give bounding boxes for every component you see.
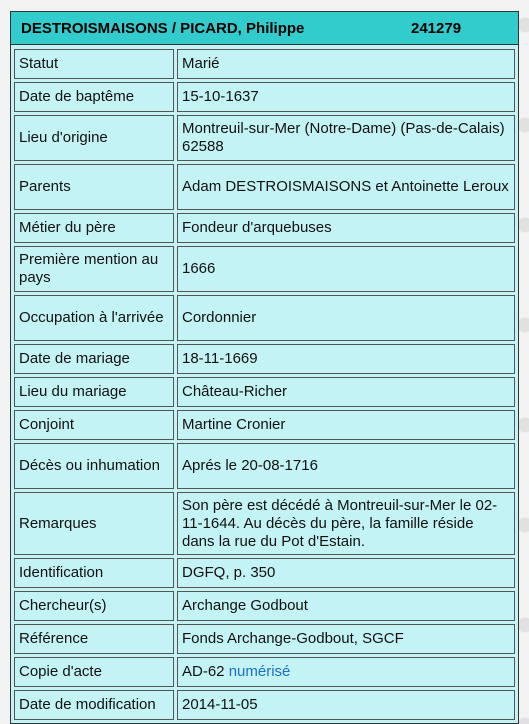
row-value: Fonds Archange-Godbout, SGCF bbox=[177, 624, 515, 654]
row-label: Lieu du mariage bbox=[14, 377, 174, 407]
record-card bbox=[10, 11, 519, 724]
row-value: Château-Richer bbox=[177, 377, 515, 407]
row-identification bbox=[14, 558, 515, 588]
record-header bbox=[11, 12, 518, 45]
row-conjoint bbox=[14, 410, 515, 440]
row-lieu-origine bbox=[14, 115, 515, 161]
row-label: Chercheur(s) bbox=[14, 591, 174, 621]
row-label: Occupation à l'arrivée bbox=[14, 295, 174, 341]
row-value: 1666 bbox=[177, 246, 515, 292]
row-value: Cordonnier bbox=[177, 295, 515, 341]
row-date-mariage bbox=[14, 344, 515, 374]
row-chercheurs bbox=[14, 591, 515, 621]
row-metier-pere bbox=[14, 213, 515, 243]
person-name: DESTROISMAISONS / PICARD, Philippe bbox=[21, 19, 305, 37]
row-value: Marié bbox=[177, 49, 515, 79]
row-label: Première mention au pays bbox=[14, 246, 174, 292]
row-label: Identification bbox=[14, 558, 174, 588]
row-label: Date de modification bbox=[14, 690, 174, 720]
row-value: Son père est décédé à Montreuil-sur-Mer le 02-11-1644. Au décès du père, la famille réside dans la rue du Pot d'Estain. bbox=[177, 492, 515, 555]
row-value: 2014-11-05 bbox=[177, 690, 515, 720]
row-value: 15-10-1637 bbox=[177, 82, 515, 112]
row-lieu-mariage bbox=[14, 377, 515, 407]
row-label: Parents bbox=[14, 164, 174, 210]
row-label: Statut bbox=[14, 49, 174, 79]
copie-acte-source: AD-62 bbox=[182, 663, 225, 680]
row-label: Date de mariage bbox=[14, 344, 174, 374]
record-table bbox=[11, 46, 518, 723]
row-value: Aprés le 20-08-1716 bbox=[177, 443, 515, 489]
row-value: 18-11-1669 bbox=[177, 344, 515, 374]
row-label: Décès ou inhumation bbox=[14, 443, 174, 489]
row-value: DGFQ, p. 350 bbox=[177, 558, 515, 588]
row-deces bbox=[14, 443, 515, 489]
row-label: Lieu d'origine bbox=[14, 115, 174, 161]
row-value: Archange Godbout bbox=[177, 591, 515, 621]
row-reference bbox=[14, 624, 515, 654]
row-date-bapteme bbox=[14, 82, 515, 112]
row-statut bbox=[14, 49, 515, 79]
row-label: Conjoint bbox=[14, 410, 174, 440]
row-value: Martine Cronier bbox=[177, 410, 515, 440]
row-value bbox=[177, 657, 515, 687]
row-date-modification bbox=[14, 690, 515, 720]
row-premiere-mention bbox=[14, 246, 515, 292]
row-remarques bbox=[14, 492, 515, 555]
row-value: Fondeur d'arquebuses bbox=[177, 213, 515, 243]
record-number: 241279 bbox=[411, 19, 462, 37]
row-label: Remarques bbox=[14, 492, 174, 555]
row-parents bbox=[14, 164, 515, 210]
row-value: Montreuil-sur-Mer (Notre-Dame) (Pas-de-Calais) 62588 bbox=[177, 115, 515, 161]
row-value: Adam DESTROISMAISONS et Antoinette Leroux bbox=[177, 164, 515, 210]
row-label: Copie d'acte bbox=[14, 657, 174, 687]
row-label: Référence bbox=[14, 624, 174, 654]
row-copie-acte bbox=[14, 657, 515, 687]
numerise-link[interactable]: numérisé bbox=[228, 663, 291, 680]
row-occupation bbox=[14, 295, 515, 341]
row-label: Date de baptême bbox=[14, 82, 174, 112]
row-label: Métier du père bbox=[14, 213, 174, 243]
